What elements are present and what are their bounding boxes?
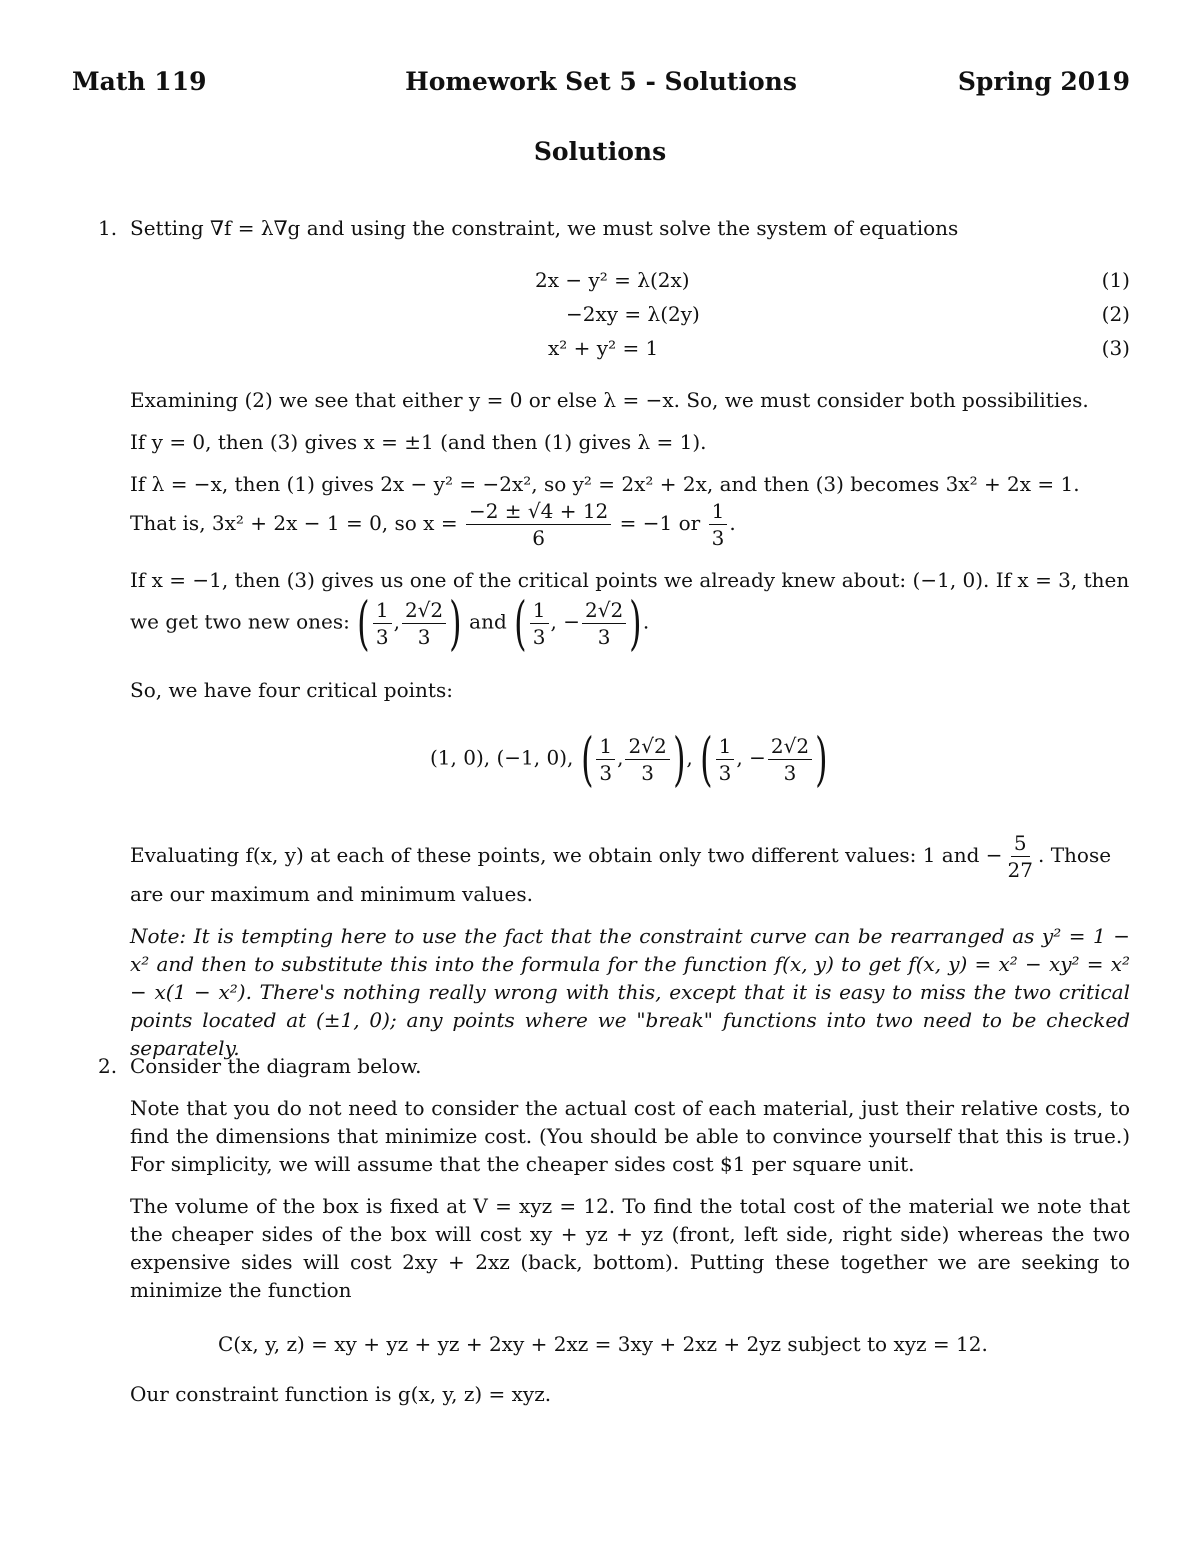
text: we get two new ones: (130, 609, 350, 634)
paragraph: are our maximum and minimum values. (130, 882, 533, 906)
equation-2-number: (2) (1101, 302, 1130, 326)
equation-3-number: (3) (1101, 336, 1130, 360)
page-header (72, 68, 1130, 104)
document-title: Homework Set 5 - Solutions (405, 67, 797, 96)
equation-1-number: (1) (1101, 268, 1130, 292)
note-paragraph: Note: It is tempting here to use the fact that the constraint curve can be rearranged as y² = 1 − x² and then to substitute this into the formula for the function f(x, y) to get f(x, y) = x² − xy² = x² − x(1 − x²). There's nothing really wrong with this, except that it is easy to miss the two critical points located at (±1, 0); any points where we "break" functions into two need to be checked separately. (130, 924, 1130, 1060)
term-label: Spring 2019 (957, 67, 1130, 96)
fraction-numerator: −2 ± √4 + 12 (466, 498, 611, 525)
problem-1-intro: Setting ∇f = λ∇g and using the constraint, we must solve the system of equations (130, 216, 959, 240)
paragraph: Examining (2) we see that either y = 0 or else λ = −x. So, we must consider both possibilities. (130, 388, 1089, 412)
fraction-numerator: 5 (1011, 830, 1030, 857)
fraction-numerator: 1 (709, 498, 728, 525)
paragraph: If λ = −x, then (1) gives 2x − y² = −2x², so y² = 2x² + 2x, and then (3) becomes 3x² + 2x = 1. (130, 472, 1080, 496)
text: and (469, 609, 507, 634)
text: Evaluating f(x, y) at each of these points, we obtain only two different values: 1 and − (130, 843, 1003, 867)
problem-2-number: 2. (98, 1054, 118, 1078)
text: = −1 or (619, 511, 701, 535)
text: . Those (1037, 843, 1112, 867)
evaluation-line (130, 830, 1130, 883)
quadratic-fraction (466, 498, 611, 551)
problem-1-number: 1. (98, 216, 118, 240)
fraction (1005, 830, 1036, 883)
quadratic-solution-line: That is, 3x² + 2x − 1 = 0, so x = $\frac{-2 \pm √4 + 12}{6}$ = −1 or $\frac{1}{3}$ . (130, 499, 736, 550)
equation-3: x² + y² = 1 (548, 336, 659, 360)
equation-1: 2x − y² = λ(2x) (535, 268, 690, 292)
paragraph: The volume of the box is fixed at V = xyz = 12. To find the total cost of the material we note that the cheaper sides of the box will cost xy + yz + yz (front, left side, right side) whereas the two expensive sides will cost 2xy + 2xz (back, bottom). Putting these together we are seeking to minimize the function (130, 1194, 1130, 1302)
paragraph: If x = −1, then (3) gives us one of the critical points we already knew about: (−1, 0). If x = 3, then (130, 568, 1130, 592)
critical-points-list: (1, 0), (−1, 0), ( $\frac{1}{3}$ , $\frac{2√2}{3}$ ), ( $\frac{1}{3}$ , − $\frac{2√2}{3}$ ) (430, 725, 828, 793)
fraction-denominator: 3 (711, 526, 725, 550)
paragraph: Note that you do not need to consider the actual cost of each material, just their relative costs, to find the dimensions that minimize cost. (You should be able to convince yourself that this is true.) For simplicity, we will assume that the cheaper sides cost $1 per square unit. (130, 1096, 1130, 1176)
fraction (709, 498, 728, 551)
new-points-line: we get two new ones: ( $\frac{1}{3}$ , $\frac{2√2}{3}$ ) and ( $\frac{1}{3}$ , − $\frac{2√2}{3}$ ). (130, 589, 650, 657)
problem-2-intro: Consider the diagram below. (130, 1054, 422, 1078)
cost-function-equation: C(x, y, z) = xy + yz + yz + 2xy + 2xz = 3xy + 2xz + 2yz subject to xyz = 12. (218, 1332, 988, 1356)
text: That is, 3x² + 2x − 1 = 0, so x = (130, 511, 458, 535)
section-title: Solutions (533, 137, 667, 166)
paragraph: So, we have four critical points: (130, 678, 453, 702)
course-label: Math 119 (72, 67, 207, 96)
fraction-denominator: 6 (532, 526, 545, 550)
equation-2: −2xy = λ(2y) (566, 302, 700, 326)
fraction-denominator: 27 (1007, 858, 1033, 882)
paragraph: If y = 0, then (3) gives x = ±1 (and then (1) gives λ = 1). (130, 430, 707, 454)
paragraph: Our constraint function is g(x, y, z) = xyz. (130, 1382, 552, 1406)
text: (1, 0), (−1, 0), (430, 745, 574, 770)
